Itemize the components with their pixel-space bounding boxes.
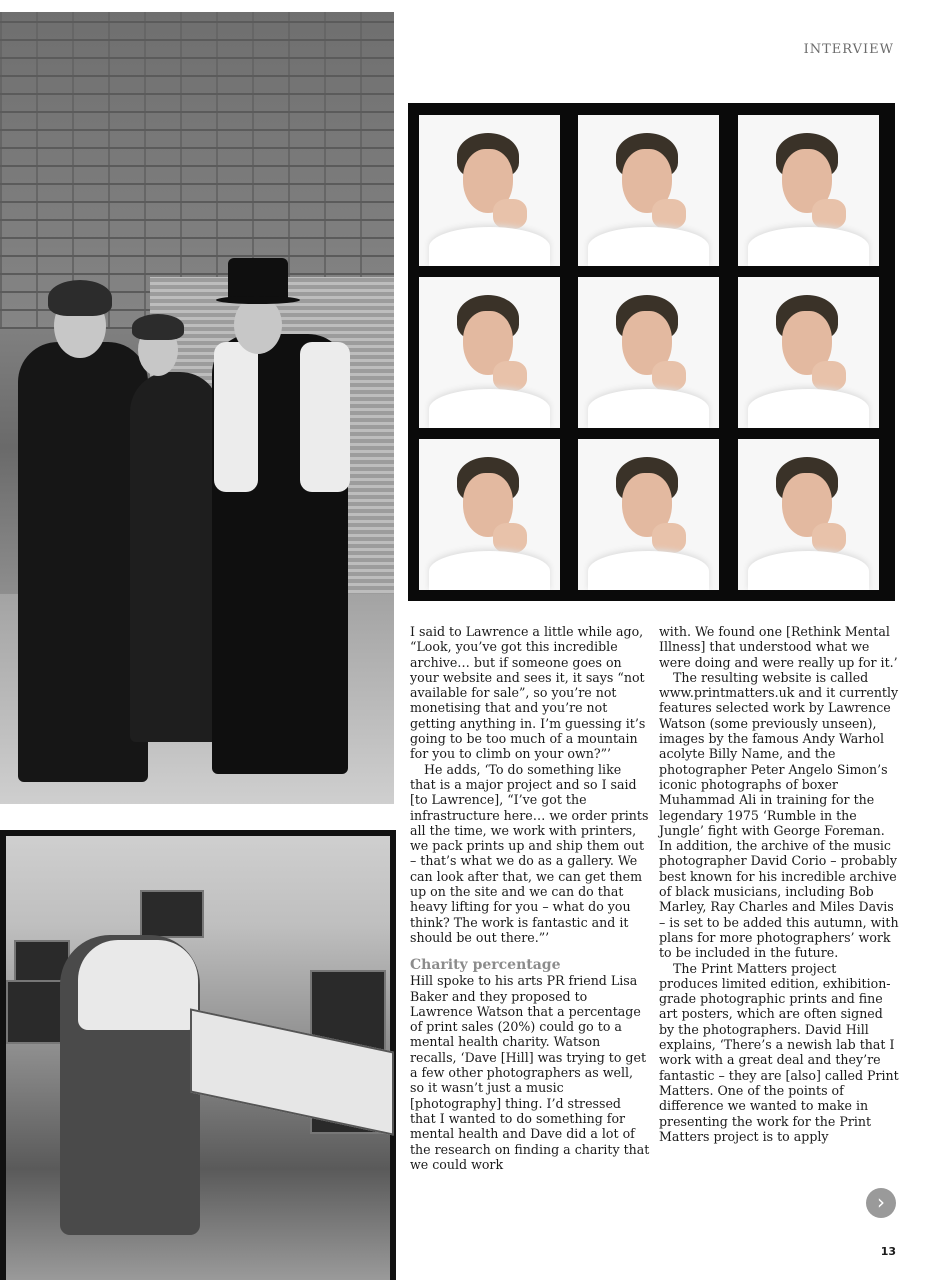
contact-frame — [738, 115, 879, 266]
contact-frame — [419, 115, 560, 266]
contact-sheet — [408, 103, 895, 601]
contact-frame — [738, 439, 879, 590]
contact-frame — [578, 439, 719, 590]
contact-frame — [419, 439, 560, 590]
band-photo — [0, 12, 394, 804]
text-column-left — [410, 624, 650, 1172]
subheading: Charity percentage — [410, 957, 561, 974]
paragraph: Hill spoke to his arts PR friend Lisa Baker and they proposed to Lawrence Watson that a percentage of print sales (20%) could go to a mental health charity. Watson recalls, ‘Dave [Hill] was trying to get a few other photographers as well, so it wasn’t just a music [photography] thing. I’d stressed that I wanted to do something for mental health and Dave did a lot of the research on finding a charity that we could work — [410, 973, 650, 1172]
section-label: INTERVIEW — [803, 42, 894, 57]
chevron-right-icon[interactable]: › — [866, 1188, 896, 1218]
contact-frame — [419, 277, 560, 428]
paragraph: He adds, ‘To do something like that is a major project and so I said [to Lawrence], “I’ve got the infrastructure here… we order prints all the time, we work with printers, we pack prints up and ship them out – that’s what we do as a gallery. We can look after that, we can get them up on the site and we can do that heavy lifting for you – what do you think? The work is fantastic and it should be out there.”’ — [410, 761, 649, 945]
text-column-right — [659, 624, 899, 1144]
contact-frame — [578, 277, 719, 428]
contact-frame — [738, 277, 879, 428]
paragraph: The resulting website is called www.printmatters.uk and it currently features selected work by Lawrence Watson (some previously unseen), images by the famous Andy Warhol acolyte Billy Name, and the photographer Peter Angelo Simon’s iconic photographs of boxer Muhammad Ali in training for the legendary 1975 ‘Rumble in the Jungle’ fight with George Foreman. In addition, the archive of the music photographer David Corio – probably best known for his incredible archive of black musicians, including Bob Marley, Ray Charles and Miles Davis – is set to be added this autumn, with plans for more photographers’ work to be included in the future. — [659, 669, 899, 961]
paragraph: with. We found one [Rethink Mental Illness] that understood what we were doing and were really up for it.’ — [659, 624, 898, 670]
paragraph: The Print Matters project produces limited edition, exhibition-grade photographic prints and fine art posters, which are often signed by the photographers. David Hill explains, ‘There’s a newish lab that I work with a great deal and they’re fantastic – they are [also] called Print Matters. One of the points of difference we wanted to make in presenting the work for the Print Matters project is to apply — [659, 960, 899, 1144]
musician-shirt — [78, 940, 198, 1030]
page-number: 13 — [880, 1245, 896, 1258]
contact-frame — [578, 115, 719, 266]
paragraph: I said to Lawrence a little while ago, “Look, you’ve got this incredible archive… but if someone goes on your website and sees it, it says “not available for sale”, so you’re not monetising that and you’re not getting anything in. I’m guessing it’s going to be too much of a mountain for you to climb on your own?”’ — [410, 624, 646, 762]
